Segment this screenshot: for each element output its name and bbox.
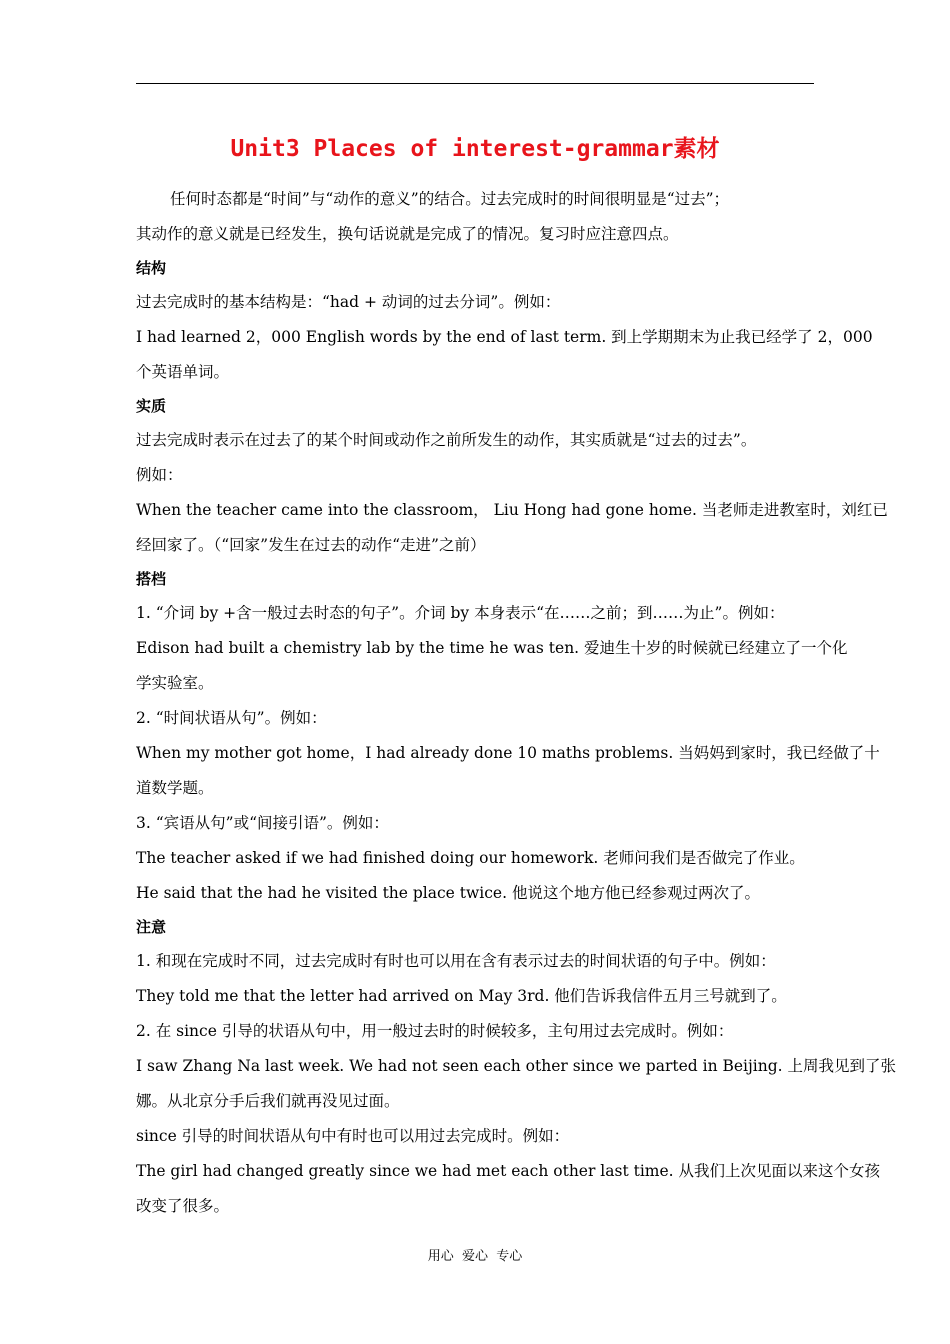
body-paragraph-line: 任何时态都是“时间”与“动作的意义”的结合。过去完成时的时间很明显是“过去”； — [170, 190, 730, 208]
body-paragraph-line: 娜。从北京分手后我们就再没见过面。 — [136, 1092, 400, 1110]
body-paragraph-line: The teacher asked if we had finished doing our homework. 老师问我们是否做完了作业。 — [136, 849, 805, 867]
body-paragraph-line: He said that the had he visited the place twice. 他说这个地方他已经参观过两次了。 — [136, 884, 760, 902]
body-paragraph-line: 道数学题。 — [136, 779, 214, 797]
body-paragraph-line: The girl had changed greatly since we had met each other last time. 从我们上次见面以来这个女孩 — [136, 1162, 881, 1180]
header-rule — [136, 83, 814, 84]
body-paragraph-line: Edison had built a chemistry lab by the time he was ten. 爱迪生十岁的时候就已经建立了一个化 — [136, 639, 848, 657]
body-paragraph-line: 2. “时间状语从句”。例如： — [136, 709, 327, 727]
body-paragraph-line: I had learned 2，000 English words by the end of last term. 到上学期期末为止我已经学了 2，000 — [136, 328, 873, 346]
body-paragraph-line: 例如： — [136, 466, 183, 484]
page-footer: 用心 爱心 专心 — [427, 1249, 523, 1264]
body-paragraph-line: 个英语单词。 — [136, 363, 230, 381]
section-heading: 注意 — [136, 918, 167, 936]
document-body — [136, 182, 897, 1224]
section-heading: 实质 — [136, 397, 167, 415]
section-heading: 结构 — [136, 259, 167, 277]
body-paragraph-line: 经回家了。（“回家”发生在过去的动作“走进”之前） — [136, 536, 486, 554]
body-paragraph-line: 3. “宾语从句”或“间接引语”。例如： — [136, 814, 389, 832]
document-title: Unit3 Places of interest-grammar素材 — [230, 136, 720, 162]
body-paragraph-line: They told me that the letter had arrived on May 3rd. 他们告诉我信件五月三号就到了。 — [136, 987, 787, 1005]
body-paragraph-line: 改变了很多。 — [136, 1197, 230, 1215]
body-paragraph-line: 其动作的意义就是已经发生，换句话说就是完成了的情况。复习时应注意四点。 — [136, 225, 679, 243]
body-paragraph-line: I saw Zhang Na last week. We had not seen each other since we parted in Beijing. 上周我见到了张 — [136, 1057, 897, 1075]
body-paragraph-line: 1. 和现在完成时不同，过去完成时有时也可以用在含有表示过去的时间状语的句子中。例如： — [136, 952, 776, 970]
body-paragraph-line: since 引导的时间状语从句中有时也可以用过去完成时。例如： — [136, 1127, 570, 1145]
body-paragraph-line: 1. “介词 by +含一般过去时态的句子”。介词 by 本身表示“在……之前；到……为止”。例如： — [136, 604, 785, 622]
body-paragraph-line: 2. 在 since 引导的状语从句中，用一般过去时的时候较多，主句用过去完成时。例如： — [136, 1022, 734, 1040]
body-paragraph-line: When my mother got home，I had already done 10 maths problems. 当妈妈到家时，我已经做了十 — [136, 744, 880, 762]
body-paragraph-line: When the teacher came into the classroom， Liu Hong had gone home. 当老师走进教室时，刘红已 — [136, 501, 888, 519]
section-heading: 搭档 — [136, 570, 167, 588]
body-paragraph-line: 过去完成时表示在过去了的某个时间或动作之前所发生的动作，其实质就是“过去的过去”。 — [136, 431, 757, 449]
body-paragraph-line: 过去完成时的基本结构是：“had + 动词的过去分词”。例如： — [136, 293, 561, 311]
body-paragraph-line: 学实验室。 — [136, 674, 214, 692]
